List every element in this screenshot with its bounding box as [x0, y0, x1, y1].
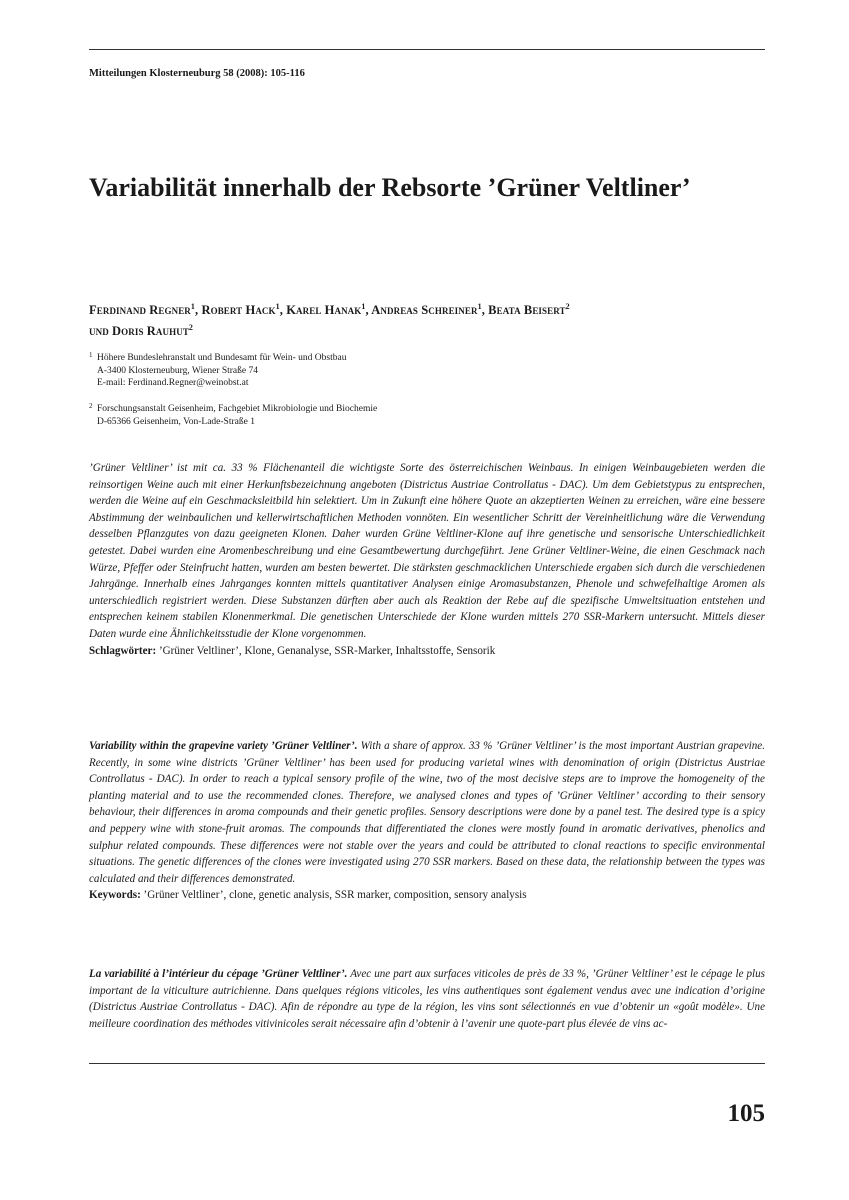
affiliation-marker: 2: [565, 302, 570, 311]
abstract-text: ’Grüner Veltliner’ ist mit ca. 33 % Flächenanteil die wichtigste Sorte des österreichischen Weinbaus. In einigen Weinbaugebieten werden die reinsortigen Weine auch mit einer Herkunftsbezeichnung angeboten (Districtus Austriae Controllatus - DAC). Um dem Gebietstypus zu entsprechen, werden die Weine auf ein Geschmacksleitbild hin selektiert. Um in Zukunft eine höhere Quote an akzeptierten Weinen zu erreichen, wäre eine bessere Abstimmung der weinbaulichen und kellerwirtschaftlichen Methoden vonnöten. Ein wesentlicher Schritt der Vereinheitlichung wäre die Verwendung desselben Pflanzgutes von dazu geeigneten Klonen. Daher wurden Grüne Veltliner-Klone auf ihre genetische und sensorische Unterschiedlichkeit getestet. Dabei wurden eine Aromenbeschreibung und eine Gesamtbewertung durchgeführt. Jene Grüner Veltliner-Weine, die einen Geschmack nach Würze, Pfeffer oder Steinfrucht hatten, wurden am besten bewertet. Die stärksten geschmacklichen Unterschiede ergaben sich durch die verschiedenen Jahrgänge. Innerhalb eines Jahrganges konnten mittels quantitativer Analysen einige Aromasubstanzen, Phenole und schwefelhaltige Aromen als unterschiedlich registriert werden. Diese Substanzen dürften aber auch als Reaktion der Rebe auf die spezifische Umweltsituation entstehen und entsprechen keinem stabilen Klonenmerkmal. Die genetischen Unterschiede der Klone wurden mittels 270 SSR-Markern untersucht. Mittels dieser Daten wurde eine Ähnlichkeitsstudie der Klone vorgenommen.: [89, 462, 765, 640]
author-name: Ferdinand Regner: [89, 303, 191, 318]
abstract-german: [89, 460, 765, 659]
paper-title: Variabilität innerhalb der Rebsorte ’Grüner Veltliner’: [89, 173, 691, 202]
affiliation-line: Forschungsanstalt Geisenheim, Fachgebiet Mikrobiologie und Biochemie: [97, 404, 378, 414]
affiliation-line: D-65366 Geisenheim, Von-Lade-Straße 1: [97, 416, 255, 427]
abstract-text: With a share of approx. 33 % ’Grüner Veltliner’ is the most important Austrian grapevine. Recently, in some wine districts ’Grüner Veltliner’ has been used for producing varietal wines with denomination of origin (Districtus Austriae Controllatus - DAC). In order to reach a typical sensory profile of the wine, two of the most decisive steps are to improve the homogeneity of the planting material and to use the recommended clones. Therefore, we analysed clones and types of ’Grüner Veltliner’ according to their sensory behaviour, their differences in aroma compounds and their genetic profiles. Sensory descriptions were done by a panel test. The desired type is a spicy and peppery wine with stone-fruit aromas. The compounds that differentiated the clones were mostly found in aromatic derivatives, phenolics and sulphur related compounds. These differences were not stable over the years and could be attributed to clonal reactions to specific environmental situations. The genetic differences of the clones were investigated using 270 SSR markers. Based on these data, the relationship between the types was calculated and their differences demonstrated.: [89, 740, 765, 885]
abstract-text: Avec une part aux surfaces viticoles de près de 33 %, ’Grüner Veltliner’ est le cépage le plus important de la viticulture autrichienne. Dans quelques régions viticoles, les vins authentiques sont également vendus avec une indication d’origine (Districtus Austriae Controllatus - DAC). Afin de répondre au type de la région, les vins sont sélectionnés en vue d’obtenir un «goût modèle». Une meilleure coordination des méthodes vitivinicoles serait nécessaire afin d’obtenir à l’avenir une quote-part plus élevée de vins ac-: [89, 968, 765, 1030]
author-name: Doris Rauhut: [112, 324, 189, 339]
page-number: 105: [727, 1100, 765, 1127]
affiliation-marker: 1: [361, 302, 366, 311]
abstract-english: [89, 738, 765, 904]
affiliation-2: [89, 403, 649, 428]
top-rule: [89, 49, 765, 50]
abstract-french: [89, 966, 765, 1032]
journal-citation: Mitteilungen Klosterneuburg 58 (2008): 105-116: [89, 68, 305, 79]
author-name: Beata Beisert: [488, 303, 566, 318]
author-name: Andreas Schreiner: [371, 303, 478, 318]
author-name: Karel Hanak: [286, 303, 362, 318]
affiliation-number: 2: [89, 402, 93, 410]
bottom-rule: [89, 1063, 765, 1064]
author-name: Robert Hack: [201, 303, 276, 318]
affiliation-marker: 1: [477, 302, 482, 311]
keywords-list: ’Grüner Veltliner’, Klone, Genanalyse, SSR-Marker, Inhaltsstoffe, Sensorik: [156, 644, 496, 657]
keywords-list: ’Grüner Veltliner’, clone, genetic analysis, SSR marker, composition, sensory analysis: [140, 889, 527, 902]
affiliation-marker: 1: [275, 302, 280, 311]
affiliation-line: A-3400 Klosterneuburg, Wiener Straße 74: [97, 365, 258, 376]
affiliation-line: Höhere Bundeslehranstalt und Bundesamt für Wein- und Obstbau: [97, 353, 347, 363]
abstract-heading: Variability within the grapevine variety ’Grüner Veltliner’.: [89, 740, 358, 752]
affiliation-email: E-mail: Ferdinand.Regner@weinobst.at: [97, 378, 249, 389]
keywords-english: [89, 887, 765, 904]
keywords-german: [89, 643, 765, 660]
affiliation-1: [89, 352, 649, 390]
author-list: Ferdinand Regner$^1$, Robert Hack$^1$, Karel Hanak$^1$, Andreas Schreiner$^1$, Beata Beisert$^2$ und Doris Rauhut$^2$: [89, 302, 570, 339]
abstract-heading: La variabilité à l’intérieur du cépage ’Grüner Veltliner’.: [89, 968, 348, 980]
affiliation-marker: 2: [188, 323, 194, 333]
keywords-label: Schlagwörter:: [89, 644, 157, 657]
affiliation-number: 1: [89, 351, 93, 359]
keywords-label: Keywords:: [89, 889, 141, 902]
affiliation-marker: 1: [190, 302, 196, 311]
